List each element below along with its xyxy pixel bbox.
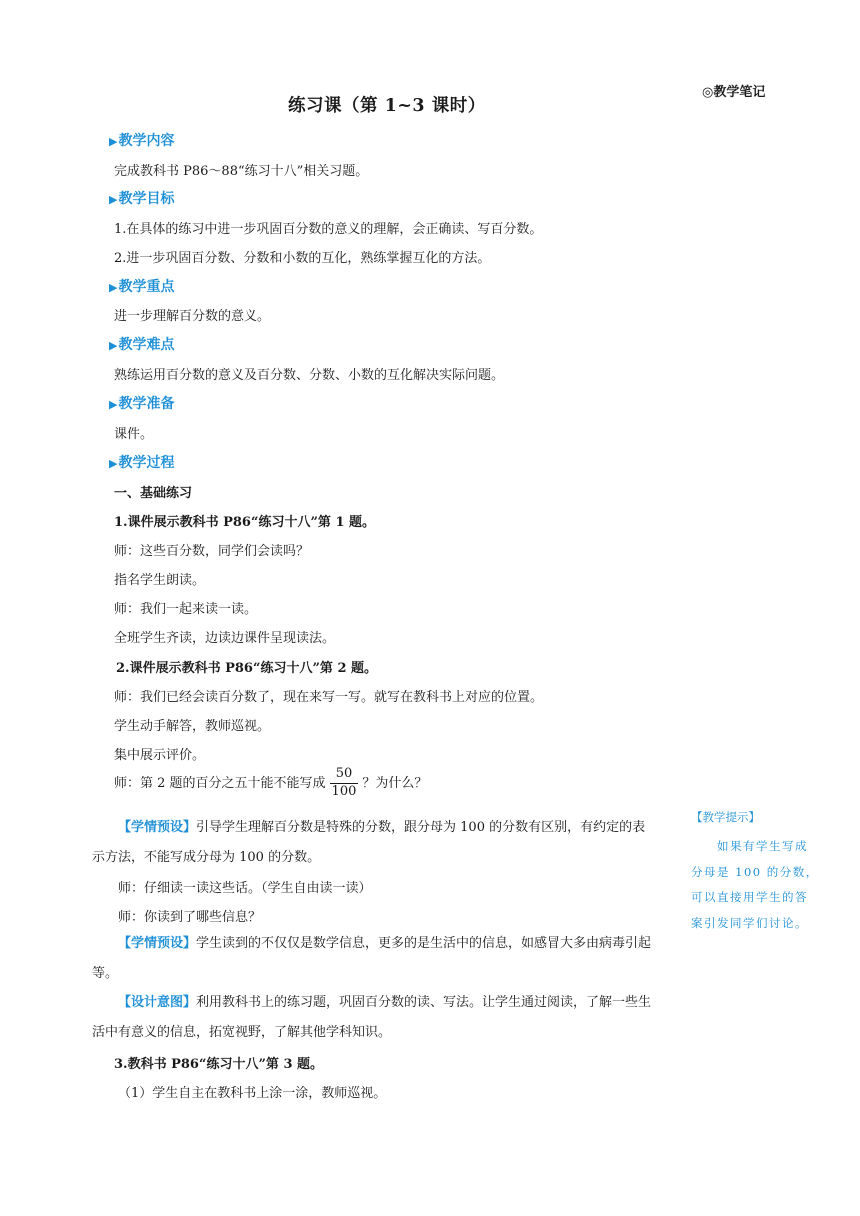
- design-intent-paragraph: 【设计意图】利用教科书上的练习题，巩固百分数的读、写法。让学生通过阅读，了解一些生活中有意义的信息，拓宽视野，了解其他学科知识。: [92, 995, 652, 1040]
- teaching-tip-heading: 【教学提示】: [691, 810, 760, 824]
- dialog-line: 集中展示评价。: [114, 748, 206, 763]
- dialog-line: 学生动手解答，教师巡视。: [114, 719, 271, 734]
- preset-tag: 【学情预设】: [118, 820, 197, 835]
- dialog-line: 指名学生朗读。: [114, 573, 206, 588]
- difficulty-text: 熟练运用百分数的意义及百分数、分数、小数的互化解决实际问题。: [114, 368, 505, 383]
- dialog-line: 全班学生齐读，边读边课件呈现读法。: [114, 631, 336, 646]
- section-heading-prep: ▶教学准备: [109, 396, 175, 412]
- fraction-question-line: 师：第 2 题的百分之五十能不能写成 $\frac{50}{100}$ ？为什么？: [114, 766, 428, 799]
- section-heading-process: ▶教学过程: [109, 455, 175, 471]
- goal-item: 1.在具体的练习中进一步巩固百分数的意义的理解，会正确读、写百分数。: [114, 222, 543, 237]
- step3-heading: 3.教科书 P86“练习十八”第 3 题。: [114, 1057, 324, 1072]
- dialog-line: 师：这些百分数，同学们会读吗？: [114, 544, 310, 559]
- preset-paragraph: 【学情预设】引导学生理解百分数是特殊的分数，跟分母为 100 的分数有区别，有约定的表示方法，不能写成分母为 100 的分数。: [92, 820, 646, 865]
- prep-text: 课件。: [114, 427, 154, 442]
- goal-item: 2.进一步巩固百分数、分数和小数的互化，熟练掌握互化的方法。: [114, 251, 491, 266]
- fraction: [330, 767, 359, 800]
- fraction-denominator: 100: [331, 783, 357, 799]
- focus-text: 进一步理解百分数的意义。: [114, 309, 271, 324]
- teaching-tip-body: 如果有学生写成分母是 100 的分数，可以直接用学生的答案引发同学们讨论。: [691, 839, 819, 930]
- dialog-line: 师：你读到了哪些信息？: [118, 910, 262, 925]
- part1-heading: 一、基础练习: [114, 486, 193, 501]
- design-intent-tag: 【设计意图】: [118, 995, 197, 1010]
- step1-heading: 1.课件展示教科书 P86“练习十八”第 1 题。: [114, 515, 376, 530]
- triangle-icon: ▶: [109, 135, 118, 148]
- teaching-notes-label: ◎教学笔记: [702, 85, 766, 100]
- fraction-numerator: 50: [330, 767, 359, 784]
- triangle-icon: ▶: [109, 281, 118, 294]
- page-title: 练习课（第 1~3 课时）: [288, 96, 486, 116]
- triangle-icon: ▶: [109, 193, 118, 206]
- preset-tag: 【学情预设】: [118, 936, 197, 951]
- dialog-line: 师：我们一起来读一读。: [114, 602, 258, 617]
- content-text: 完成教科书 P86～88“练习十八”相关习题。: [114, 164, 369, 179]
- triangle-icon: ▶: [109, 398, 118, 411]
- dialog-line: （1）学生自主在教科书上涂一涂，教师巡视。: [118, 1086, 387, 1101]
- section-heading-focus: ▶教学重点: [109, 279, 175, 295]
- section-heading-difficulty: ▶教学难点: [109, 337, 175, 353]
- section-heading-content: ▶教学内容: [109, 133, 175, 149]
- dialog-line: 师：仔细读一读这些话。（学生自由读一读）: [118, 881, 372, 896]
- triangle-icon: ▶: [109, 457, 118, 470]
- preset-paragraph: 【学情预设】学生读到的不仅仅是数学信息，更多的是生活中的信息，如感冒大多由病毒引起等。: [92, 936, 652, 981]
- dialog-line: 师：我们已经会读百分数了，现在来写一写。就写在教科书上对应的位置。: [114, 690, 544, 705]
- step2-heading: 2.课件展示教科书 P86“练习十八”第 2 题。: [116, 661, 378, 676]
- section-heading-goals: ▶教学目标: [109, 191, 175, 207]
- triangle-icon: ▶: [109, 339, 118, 352]
